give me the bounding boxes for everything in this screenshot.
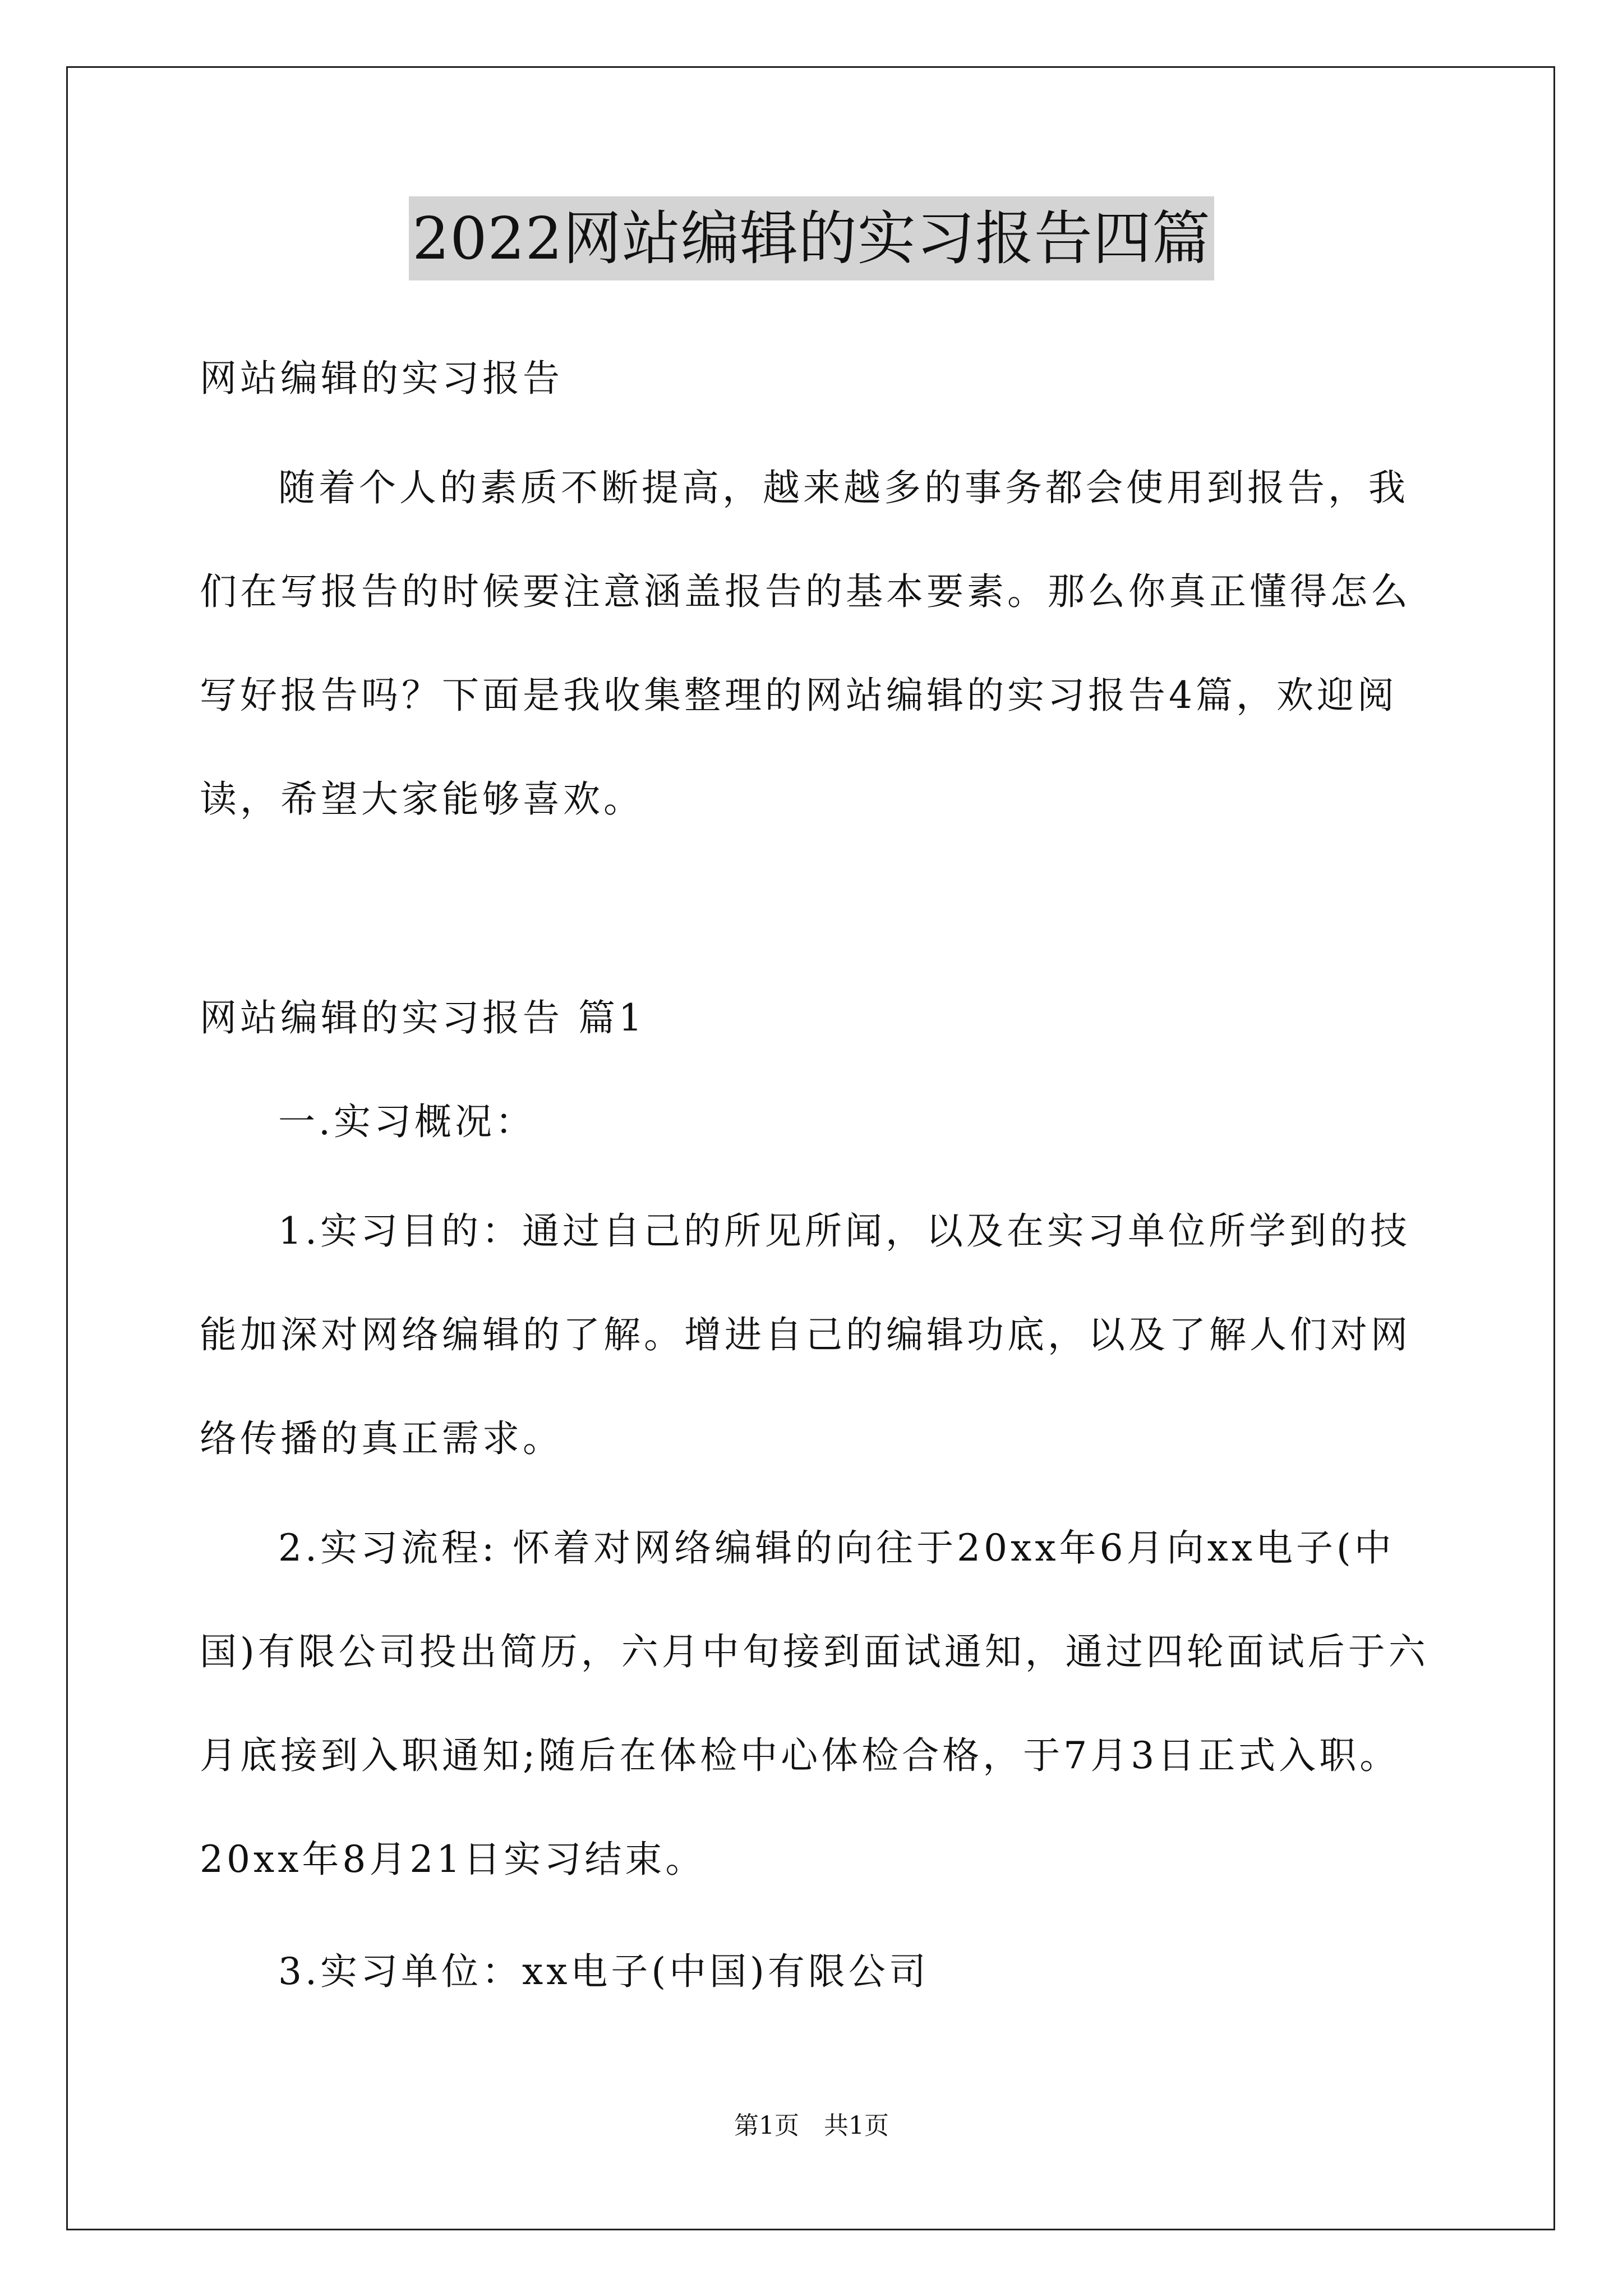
paragraph-line: 读，希望大家能够喜欢。 (200, 777, 644, 821)
title-container (0, 196, 1623, 280)
paragraph-line: 1.实习目的：通过自己的所见所闻，以及在实习单位所学到的技 (278, 1209, 1410, 1253)
paragraph-line: 2.实习流程: 怀着对网络编辑的向往于20xx年6月向xx电子(中 (278, 1526, 1395, 1570)
paragraph-line: 们在写报告的时候要注意涵盖报告的基本要素。那么你真正懂得怎么 (200, 570, 1411, 613)
paragraph-line: 3.实习单位：xx电子(中国)有限公司 (278, 1950, 929, 1993)
paragraph-line: 络传播的真正需求。 (200, 1417, 563, 1460)
paragraph-line: 一.实习概况： (278, 1100, 536, 1143)
paragraph-line: 20xx年8月21日实习结束。 (200, 1838, 706, 1881)
page-footer: 第1页 共1页 (734, 2111, 889, 2140)
document-title: 2022网站编辑的实习报告四篇 (409, 196, 1214, 280)
paragraph-line: 国)有限公司投出简历，六月中旬接到面试通知，通过四轮面试后于六 (200, 1630, 1429, 1673)
paragraph-line: 月底接到入职通知;随后在体检中心体检合格，于7月3日正式入职。 (200, 1734, 1400, 1777)
paragraph-line: 能加深对网络编辑的了解。增进自己的编辑功底，以及了解人们对网 (200, 1313, 1411, 1356)
paragraph-line: 随着个人的素质不断提高，越来越多的事务都会使用到报告，我 (278, 466, 1409, 509)
section-heading: 网站编辑的实习报告 (200, 357, 563, 400)
section-heading: 网站编辑的实习报告 篇1 (200, 996, 645, 1039)
paragraph-line: 写好报告吗？下面是我收集整理的网站编辑的实习报告4篇，欢迎阅 (200, 674, 1398, 717)
